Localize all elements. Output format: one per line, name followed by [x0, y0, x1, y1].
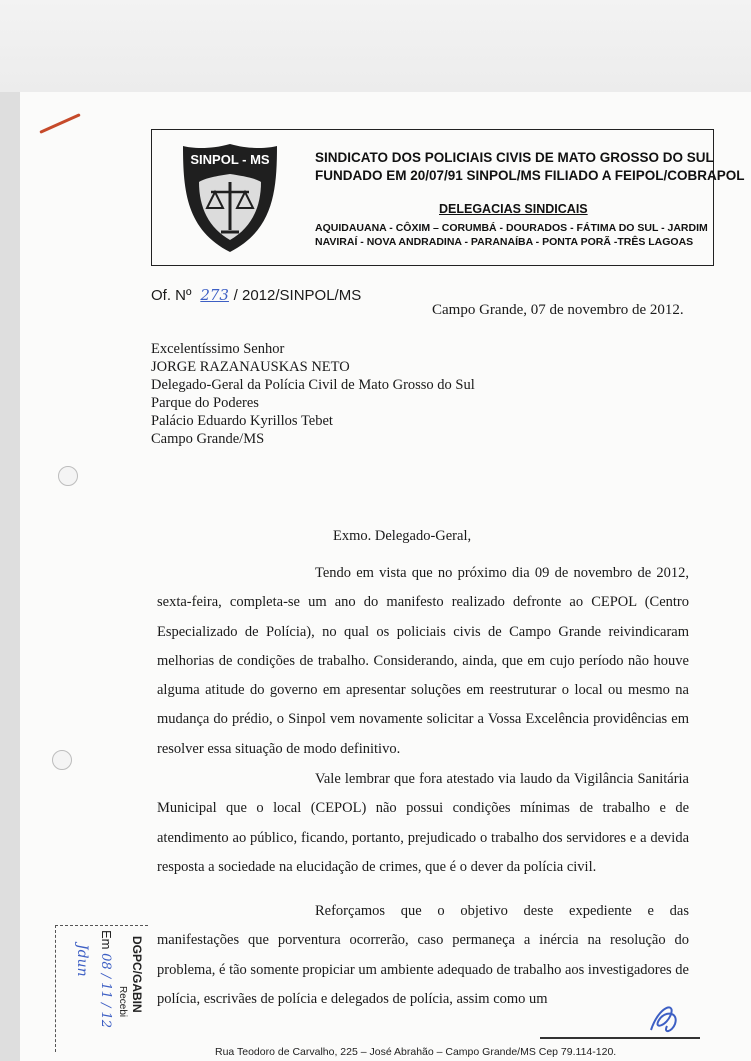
- addressee-line: Palácio Eduardo Kyrillos Tebet: [151, 413, 333, 429]
- stamp-initials: Jdun: [74, 944, 90, 977]
- office-number: [151, 286, 361, 304]
- union-founding-line: FUNDADO EM 20/07/91 SINPOL/MS FILIADO A FEIPOL/COBRAPOL: [315, 168, 745, 183]
- salutation: Exmo. Delegado-Geral,: [333, 528, 472, 544]
- addressee-line: JORGE RAZANAUSKAS NETO: [151, 359, 350, 375]
- scanner-top-margin: [0, 0, 751, 92]
- signature-line: [540, 1037, 700, 1039]
- logo-text: SINPOL - MS: [190, 152, 270, 167]
- stamp-date: [98, 930, 114, 1028]
- signature-scribble: [645, 1000, 685, 1040]
- office-number-prefix: Of. Nº: [151, 287, 192, 304]
- delegacias-list-2: NAVIRAÍ - NOVA ANDRADINA - PARANAÍBA - PONTA PORÃ -TRÊS LAGOAS: [315, 236, 694, 248]
- date-line: Campo Grande, 07 de novembro de 2012.: [432, 302, 684, 318]
- paragraph-text: Tendo em vista que no próximo dia 09 de novembro de 2012, sexta-feira, completa-se um ano do manifesto realizado defronte ao CEPOL (Centro Especializado de Polícia), no qual os policiais civis de Campo Grande reivindicaram melhorias de condições de trabalho. Considerando, ainda, que em cujo período não houve alguma atitude do governo em apresentar soluções em reestruturar o local ou mesmo na mudança do prédio, o Sinpol vem novamente solicitar a Vossa Excelência providências em resolver essa situação de modo definitivo.: [157, 565, 689, 757]
- addressee-line: Delegado-Geral da Polícia Civil de Mato Grosso do Sul: [151, 377, 475, 393]
- body-paragraph: [157, 897, 689, 1014]
- stamp-office: DGPC/GABIN: [130, 936, 144, 1013]
- body-paragraph: [157, 559, 689, 764]
- delegacias-title: DELEGACIAS SINDICAIS: [439, 202, 588, 216]
- addressee-line: Excelentíssimo Senhor: [151, 341, 285, 357]
- stamp-date-prefix: Em: [99, 930, 114, 950]
- scanner-left-margin: [0, 92, 20, 1061]
- stamp-label: Recebi: [117, 986, 128, 1018]
- addressee-line: Campo Grande/MS: [151, 431, 265, 447]
- union-name: SINDICATO DOS POLICIAIS CIVIS DE MATO GROSSO DO SUL: [315, 150, 714, 165]
- paragraph-text: Reforçamos que o objetivo deste expediente e das manifestações que porventura ocorrerão, caso permaneça a inércia na resolução do problema, é tão somente propiciar um ambiente adequado de trabalho aos investigadores de polícia, escrivães de polícia e delegados de polícia, assim como um: [157, 903, 689, 1007]
- stamp-date-handwritten: 08 / 11 / 12: [98, 953, 113, 1029]
- office-number-handwritten: 273: [200, 286, 229, 304]
- receipt-stamp: [55, 925, 148, 1052]
- letterhead: [151, 129, 745, 266]
- paragraph-text: Vale lembrar que fora atestado via laudo da Vigilância Sanitária Municipal que o local (CEPOL) não possui condições mínimas de trabalho e de atendimento ao público, ficando, portanto, prejudicado o trabalho dos servidores e a devida resposta a sociedade na elucidação de crimes, que é o dever da polícia civil.: [157, 771, 689, 875]
- delegacias-list-1: AQUIDAUANA - CÔXIM – CORUMBÁ - DOURADOS - FÁTIMA DO SUL - JARDIM: [315, 222, 708, 234]
- body-paragraph: [157, 765, 689, 882]
- punch-hole-top: [58, 466, 78, 486]
- addressee-line: Parque do Poderes: [151, 395, 259, 411]
- footer-address: Rua Teodoro de Carvalho, 225 – José Abrahão – Campo Grande/MS Cep 79.114-120.: [215, 1046, 617, 1058]
- sinpol-shield-logo: [181, 142, 279, 254]
- punch-hole-bottom: [52, 750, 72, 770]
- office-number-suffix: / 2012/SINPOL/MS: [233, 287, 362, 304]
